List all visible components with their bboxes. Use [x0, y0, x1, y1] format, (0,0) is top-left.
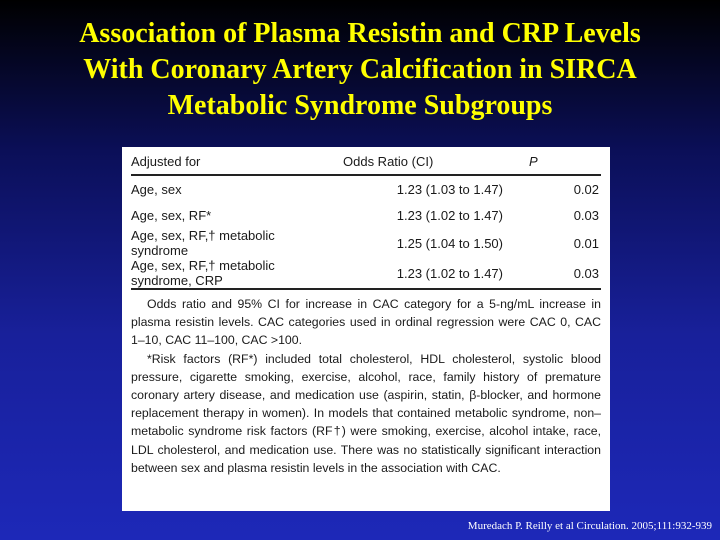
table-row: [131, 258, 601, 289]
title-line: Association of Plasma Resistin and CRP Levels: [79, 18, 641, 49]
odds-ratio-table: [131, 149, 601, 290]
odds-ratio-table-card: [122, 147, 610, 511]
footnote-risk-factors: *Risk factors (RF*) included total cholesterol, HDL cholesterol, systolic blood pressure, cigarette smoking, exercise, alcohol, race, family history of premature coronary artery disease, and medication use (aspirin, statin, β-blocker, and hormone replacement therapy in women). In models that contained metabolic syndrome, non–metabolic syndrome risk factors (RF†) were smoking, exercise, alcohol intake, race, LDL cholesterol, and medication use. There was no statistically significant interaction between sex and plasma resistin levels in the association with CAC.: [131, 351, 601, 475]
title-line: Metabolic Syndrome Subgroups: [167, 90, 553, 121]
table-row: [131, 175, 601, 202]
cell-odds-ratio: 1.23 (1.02 to 1.47): [396, 207, 503, 223]
header-odds-ratio: Odds Ratio (CI): [303, 149, 509, 175]
title-line: With Coronary Artery Calcification in SIRCA: [83, 54, 637, 85]
cell-p-value: 0.01: [573, 235, 599, 251]
cell-p-value: 0.03: [573, 207, 599, 223]
table-row: [131, 202, 601, 228]
cell-adjusted-for: Age, sex: [131, 181, 182, 197]
slide-title: [10, 16, 710, 124]
footnote-odds-ratio-definition: Odds ratio and 95% CI for increase in CAC category for a 5-ng/mL increase in plasma resistin levels. CAC categories used in ordinal regression were CAC 0, CAC 1–10, CAC 11–100, CAC >100.: [131, 297, 601, 348]
cell-adjusted-for: Age, sex, RF*: [131, 207, 212, 223]
cell-p-value: 0.02: [573, 181, 599, 197]
cell-odds-ratio: 1.23 (1.03 to 1.47): [396, 181, 503, 197]
table-footnotes: [131, 295, 601, 477]
cell-adjusted-for: Age, sex, RF,† metabolic syndrome, CRP: [131, 258, 303, 289]
header-p-value: P: [509, 149, 601, 175]
header-adjusted-for: Adjusted for: [131, 149, 303, 175]
cell-odds-ratio: 1.25 (1.04 to 1.50): [396, 235, 503, 251]
table-row: [131, 228, 601, 258]
cell-p-value: 0.03: [509, 258, 601, 289]
table-header-row: [131, 149, 601, 175]
cell-adjusted-for: Age, sex, RF,† metabolic syndrome: [131, 228, 275, 258]
cell-odds-ratio: 1.23 (1.02 to 1.47): [303, 258, 509, 289]
citation: Muredach P. Reilly et al Circulation. 2005;111:932-939: [467, 520, 712, 532]
